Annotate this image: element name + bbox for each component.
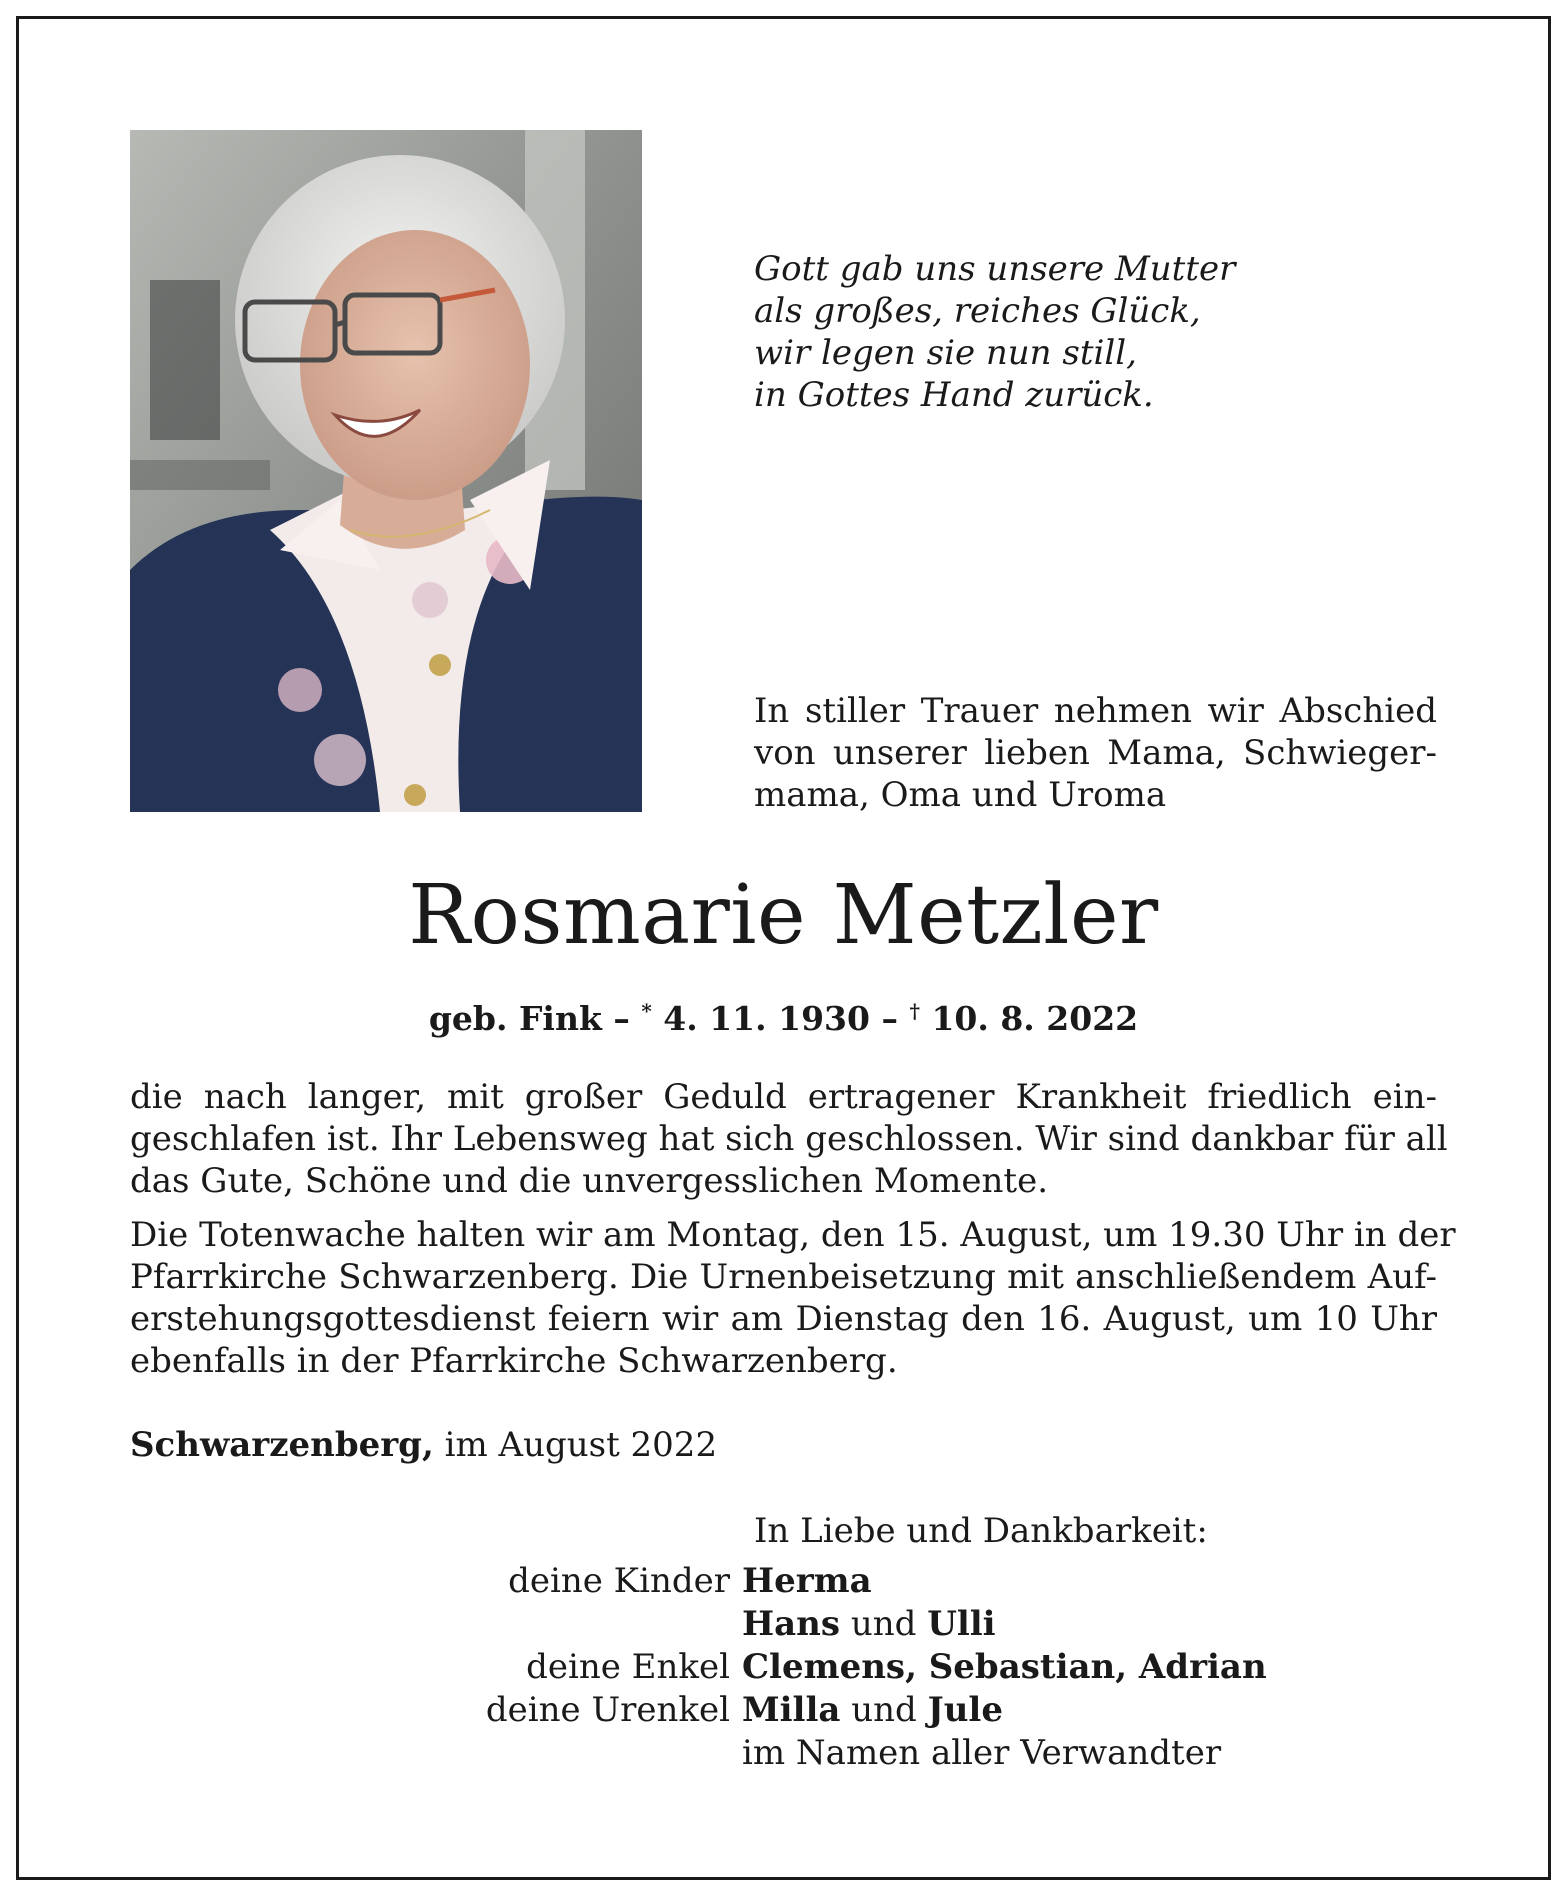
life-dates bbox=[0, 990, 1567, 1040]
role-grandchildren: deine Enkel bbox=[526, 1647, 730, 1687]
place-month: im August 2022 bbox=[444, 1425, 718, 1465]
portrait-photo-image bbox=[130, 130, 642, 812]
greatgrandchild-name: Jule bbox=[927, 1690, 1003, 1730]
intro-line: mama, Oma und Uroma bbox=[754, 775, 1167, 815]
poem-line: Gott gab uns unsere Mutter bbox=[754, 249, 1236, 289]
poem bbox=[754, 248, 1474, 416]
paragraph-line: Die Totenwache halten wir am Montag, den 15. August, um 19.30 Uhr in der bbox=[130, 1215, 1456, 1255]
child-name: Ulli bbox=[927, 1604, 996, 1644]
relatives-line: im Namen aller Verwandter bbox=[742, 1733, 1222, 1773]
child-name: Herma bbox=[742, 1561, 872, 1601]
family-row-children bbox=[300, 1560, 1500, 1603]
family-row-grandchildren bbox=[300, 1646, 1500, 1689]
paragraph-line: die nach langer, mit großer Geduld ertragener Krankheit friedlich ein- bbox=[130, 1077, 1437, 1117]
place-town: Schwarzenberg, bbox=[130, 1425, 434, 1465]
maiden-name: geb. Fink bbox=[428, 999, 602, 1038]
paragraph-line: Pfarrkirche Schwarzenberg. Die Urnenbeisetzung mit anschließendem Auf- bbox=[130, 1257, 1437, 1297]
family-list bbox=[300, 1560, 1500, 1775]
grandchildren-names: Clemens, Sebastian, Adrian bbox=[742, 1647, 1267, 1687]
paragraph-line: ebenfalls in der Pfarrkirche Schwarzenberg. bbox=[130, 1341, 898, 1381]
family-row-relatives bbox=[300, 1732, 1500, 1775]
role-children: deine Kinder bbox=[508, 1561, 730, 1601]
family-row-greatgrandchildren bbox=[300, 1689, 1500, 1732]
conjunction: und bbox=[850, 1604, 917, 1644]
death-date: 10. 8. 2022 bbox=[931, 999, 1139, 1038]
poem-line: als großes, reiches Glück, bbox=[754, 291, 1201, 331]
conjunction: und bbox=[851, 1690, 917, 1730]
family-row-children-2 bbox=[300, 1603, 1500, 1646]
paragraph-line: das Gute, Schöne und die unvergesslichen Momente. bbox=[130, 1161, 1049, 1201]
poem-line: in Gottes Hand zurück. bbox=[754, 375, 1154, 415]
portrait-photo bbox=[130, 130, 642, 812]
paragraph-line: erstehungsgottesdienst feiern wir am Dienstag den 16. August, um 10 Uhr bbox=[130, 1299, 1437, 1339]
intro-text bbox=[754, 690, 1437, 816]
separator: – bbox=[613, 999, 630, 1038]
greatgrandchild-name: Milla bbox=[742, 1690, 841, 1730]
role-greatgrandchildren: deine Urenkel bbox=[485, 1690, 730, 1730]
paragraph-line: geschlafen ist. Ihr Lebensweg hat sich geschlossen. Wir sind dankbar für all bbox=[130, 1119, 1448, 1159]
intro-line: In stiller Trauer nehmen wir Abschied bbox=[754, 691, 1437, 731]
birth-symbol: * bbox=[641, 999, 652, 1023]
death-symbol: † bbox=[909, 999, 920, 1023]
intro-line: von unserer lieben Mama, Schwieger- bbox=[754, 733, 1437, 773]
child-name: Hans bbox=[742, 1604, 841, 1644]
paragraph-funeral bbox=[130, 1214, 1456, 1382]
closing-line: In Liebe und Dankbarkeit: bbox=[754, 1511, 1208, 1551]
poem-line: wir legen sie nun still, bbox=[754, 333, 1137, 373]
deceased-name: Rosmarie Metzler bbox=[408, 868, 1159, 963]
birth-date: 4. 11. 1930 bbox=[663, 999, 870, 1038]
paragraph-illness bbox=[130, 1076, 1448, 1202]
separator: – bbox=[881, 999, 898, 1038]
place-date bbox=[130, 1424, 717, 1466]
